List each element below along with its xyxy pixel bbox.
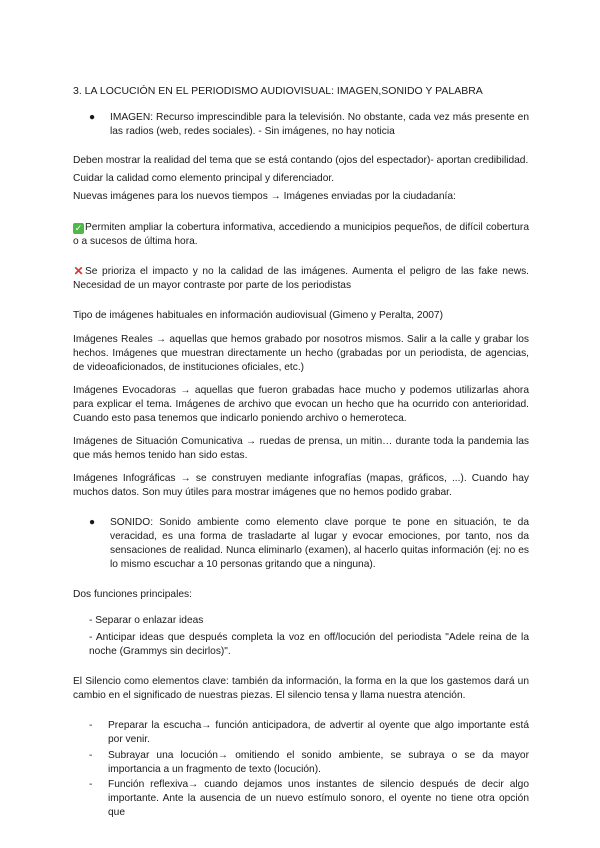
paragraph-tipo: Tipo de imágenes habituales en información audiovisual (Gimeno y Peralta, 2007) <box>73 310 443 321</box>
check-mark-icon: ✓ <box>74 223 83 233</box>
paragraph-dos-funciones: Dos funciones principales: <box>73 589 192 600</box>
sonido-bullet <box>89 516 529 572</box>
section-title: 3. LA LOCUCIÓN EN EL PERIODISMO AUDIOVISUAL: IMAGEN,SONIDO Y PALABRA <box>73 85 483 97</box>
paragraph-silencio: El Silencio como elementos clave: también da información, la forma en la que los gastemos dará un cambio en el significado de nuestras piezas. El silencio tensa y llama nuestra atención. <box>73 676 529 701</box>
function-anticipar: - Anticipar ideas que después completa la voz en off/locución del periodista "Adele reina de la noche (Grammys sin decirlos)". <box>89 632 529 657</box>
imagen-bullet <box>89 111 529 139</box>
paragraph-permiten <box>73 221 529 249</box>
paragraph-evocadoras: Imágenes Evocadoras → aquellas que fueron grabadas hace mucho y podemos utilizarlas ahora para explicar el tema. Imágenes de archivo que evocan un hecho que ha ocurrido con anterioridad. Cuando esto pasa tenemos que indicarlo poniendo archivo o hemeroteca. <box>73 385 529 424</box>
dash-marker: - <box>89 720 93 731</box>
function-separar: - Separar o enlazar ideas <box>89 615 204 626</box>
paragraph-nuevas: Nuevas imágenes para los nuevos tiempos → Imágenes enviadas por la ciudadanía: <box>73 191 456 202</box>
cross-mark-icon: ✕ <box>73 264 84 278</box>
paragraph-mostrar: Deben mostrar la realidad del tema que se está contando (ojos del espectador)- aportan credibilidad. <box>73 155 529 166</box>
silencio-item-text: Subrayar una locución→ omitiendo el sonido ambiente, se subraya o se da mayor importancia a un fragmento de texto (locución). <box>108 750 529 775</box>
paragraph-prioriza <box>73 265 529 293</box>
dash-marker: - <box>89 750 93 761</box>
paragraph-infograficas: Imágenes Infográficas → se construyen mediante infografías (mapas, gráficos, ...). Cuando hay muchos datos. Son muy útiles para mostrar imágenes que no hemos podido grabar. <box>73 473 529 498</box>
bullet-icon: ● <box>89 517 96 528</box>
silencio-item-3 <box>89 778 529 820</box>
paragraph-situacion: Imágenes de Situación Comunicativa → ruedas de prensa, un mitin… durante toda la pandemia las que más hemos tenido han sido estas. <box>73 436 529 461</box>
imagen-bullet-text: IMAGEN: Recurso imprescindible para la televisión. No obstante, cada vez más presente en las radios (web, redes sociales). - Sin imágenes, no hay noticia <box>110 112 529 137</box>
sonido-bullet-text: SONIDO: Sonido ambiente como elemento clave porque te pone en situación, te da veracidad, es una forma de trasladarte al lugar y evocar emociones, por tanto, nos da sensaciones de realidad. Nunca eliminarlo (examen), al hacerlo quitas información (ej: no es lo mismo escuchar a 10 personas gritando que a ninguna). <box>110 517 529 570</box>
paragraph-cuidar: Cuidar la calidad como elemento principal y diferenciador. <box>73 173 335 184</box>
bullet-icon: ● <box>89 112 96 123</box>
silencio-item-text: Preparar la escucha→ función anticipadora, de advertir al oyente que algo importante está por venir. <box>108 720 529 745</box>
dash-marker: - <box>89 779 93 790</box>
permiten-text: Permiten ampliar la cobertura informativa, accediendo a municipios pequeños, de difícil cobertura o a sucesos de última hora. <box>73 222 529 247</box>
prioriza-text: Se prioriza el impacto y no la calidad de las imágenes. Aumenta el peligro de las fake news. Necesidad de un mayor contraste por parte de los periodistas <box>73 266 529 291</box>
silencio-item-1 <box>89 719 529 747</box>
silencio-item-2 <box>89 749 529 777</box>
paragraph-reales: Imágenes Reales → aquellas que hemos grabado por nosotros mismos. Salir a la calle y grabar los hechos. Imágenes que muestran directamente un hecho (grabadas por un periodista, de agencias, de videoaficionados, de instituciones oficiales, etc.) <box>73 334 529 373</box>
silencio-item-text: Función reflexiva→ cuando dejamos unos instantes de silencio después de decir algo importante. Ante la ausencia de un nuevo estímulo sonoro, el oyente no tiene otra opción que <box>108 779 529 818</box>
